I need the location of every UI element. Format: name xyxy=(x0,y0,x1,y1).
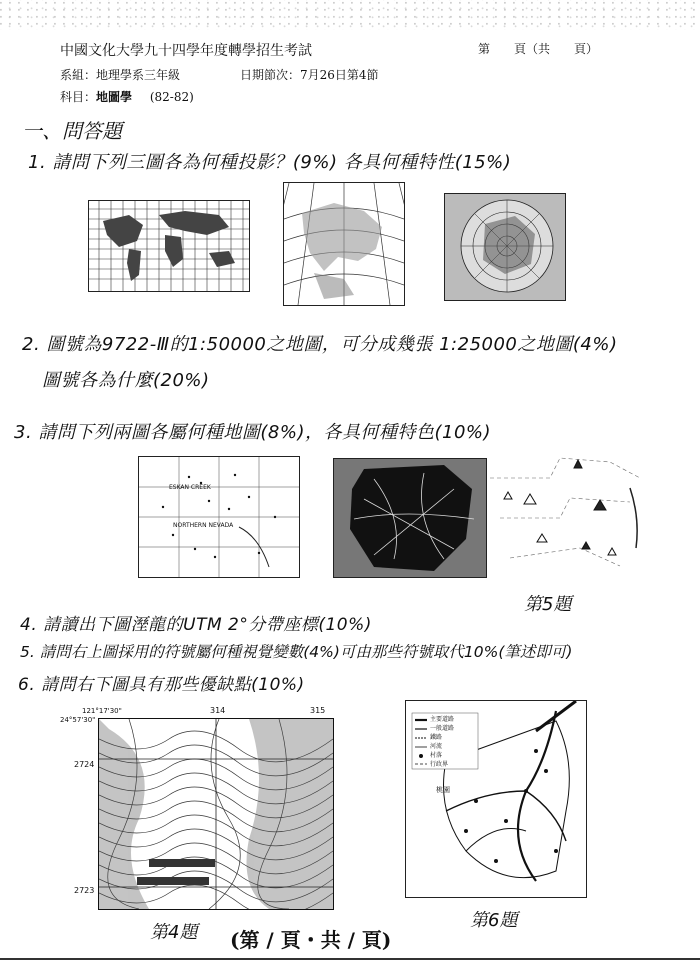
question-3: 3. 請問下列兩圖各屬何種地圖(8%)，各具何種特色(10%) xyxy=(14,422,492,443)
exam-title: 中國文化大學九十四學年度轉學招生考試 xyxy=(60,43,312,59)
caption-q6: 第6題 xyxy=(470,910,518,931)
map-density-dark xyxy=(333,458,487,578)
question-1: 1. 請問下列三圖各為何種投影？(9%) 各具何種特性(15%) xyxy=(28,152,512,173)
map3a-label-2: NORTHERN NEVADA xyxy=(173,522,234,529)
topo-tick-24: 2724 xyxy=(74,760,95,769)
caption-q5: 第5題 xyxy=(524,594,572,615)
map-azimuthal-polar xyxy=(444,193,566,301)
scan-speckle xyxy=(0,0,700,30)
route-legend-item: 村落 xyxy=(430,752,443,759)
date-session-line: 日期節次：7月26日第4節 xyxy=(240,68,379,82)
subject-name: 地圖學 xyxy=(96,90,133,104)
map-topographic xyxy=(98,718,334,910)
map-route-network xyxy=(405,700,587,898)
question-5: 5. 請問右上圖採用的符號屬何種視覺變數(4%)可由那些符號取代10%(筆述即可) xyxy=(20,643,573,661)
page-footer: (第 / 頁・共 / 頁) xyxy=(230,928,392,952)
map3a-label-1: ESKAN CREEK xyxy=(169,484,211,491)
bottom-scan-edge xyxy=(0,958,700,960)
question-4: 4. 請讀出下圖溼龍的UTM 2°分帶座標(10%) xyxy=(20,615,372,635)
map-graticule-cylindrical xyxy=(88,200,250,292)
topo-lat-label: 24°57'30" xyxy=(60,716,96,724)
route-legend xyxy=(430,715,454,769)
question-2: 2. 圖號為9722-Ⅲ的1:50000之地圖，可分成幾張 1:25000之地圖(4%) xyxy=(22,334,618,355)
subject-line xyxy=(60,88,194,105)
route-legend-item: 主要道路 xyxy=(430,716,455,723)
topo-lon-label: 121°17'30" xyxy=(82,707,122,715)
subject-code: (82-82) xyxy=(149,90,194,104)
section-title: 一、問答題 xyxy=(22,119,122,143)
route-legend-item: 行政界 xyxy=(430,761,449,768)
department-line: 系組：地理學系三年級 xyxy=(60,68,181,82)
route-legend-item: 鐵路 xyxy=(430,734,443,741)
question-6: 6. 請問右下圖具有那些優缺點(10%) xyxy=(18,675,305,695)
topo-tick-23: 2723 xyxy=(74,886,95,895)
map-dot-distribution xyxy=(138,456,300,578)
map-proportional-symbols xyxy=(490,448,660,583)
subject-prefix: 科目： xyxy=(60,90,97,104)
map-conic-projection xyxy=(283,182,405,306)
route-town-label: 桃園 xyxy=(436,786,450,794)
route-legend-item: 河流 xyxy=(430,743,443,750)
caption-q4: 第4題 xyxy=(150,922,198,943)
question-2-line2: 圖號各為什麼(20%) xyxy=(42,370,210,391)
route-legend-item: 一般道路 xyxy=(430,725,455,732)
topo-tick-14: 314 xyxy=(210,706,226,715)
topo-tick-15: 315 xyxy=(310,706,326,715)
page-indicator: 第 頁（共 頁） xyxy=(478,42,599,56)
